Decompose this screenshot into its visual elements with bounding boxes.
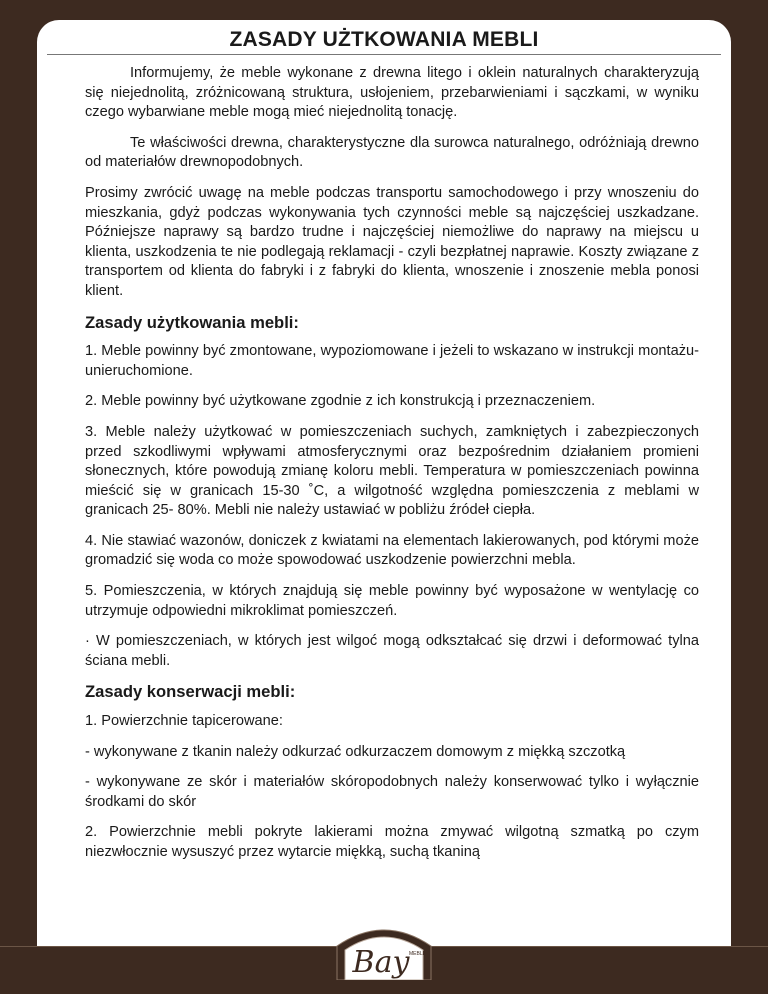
document-page	[37, 20, 731, 946]
usage-item-3: 3. Meble należy użytkować w pomieszczeniach suchych, zamkniętych i zabezpieczonych przed szkodliwymi wpływami atmosferycznymi oraz bezpośrednim działaniem promieni słonecznych, które powodują zmianę koloru mebli. Temperatura w pomieszczeniach powinna mieścić się w granicach 15-30 ˚C, a wilgotność względna pomieszczenia z meblami w granicach 25- 80%. Mebli nie należy ustawiać w pobliżu źródeł ciepła.	[85, 423, 699, 519]
usage-item-1: 1. Meble powinny być zmontowane, wypoziomowane i jeżeli to wskazano w instrukcji montażu- unieruchomione.	[85, 343, 699, 379]
usage-item-2: 2. Meble powinny być użytkowane zgodnie z ich konstrukcją i przeznaczeniem.	[85, 393, 596, 410]
usage-item-5: 5. Pomieszczenia, w których znajdują się meble powinny być wyposażone w wentylację co utrzymuje odpowiedni mikroklimat pomieszczeń.	[85, 583, 699, 619]
usage-item-note: · W pomieszczeniach, w których jest wilgoć mogą odkształcać się drzwi i deformować tylna ściana mebli.	[85, 633, 699, 669]
brand-logo-icon	[329, 920, 439, 980]
document-body	[85, 64, 699, 874]
section-heading-maintenance: Zasady konserwacji mebli:	[85, 682, 296, 702]
intro-paragraph-3: Prosimy zwrócić uwagę na meble podczas transportu samochodowego i przy wnoszeniu do mieszkania, gdyż podczas wykonywania tych czynności meble są najczęściej uszkadzane. Późniejsze naprawy są bardzo trudne i najczęściej niemożliwe do naprawy na miejscu u klienta, uszkodzenia te nie podlegają reklamacji - czyli bezpłatnej naprawie. Koszty związane z transportem od klienta do fabryki i z fabryki do klienta, wnoszenie i znoszenie mebla ponosi klient.	[85, 184, 699, 299]
title-divider	[47, 54, 721, 55]
maintenance-item-3: - wykonywane ze skór i materiałów skóropodobnych należy konserwować tylko i wyłącznie środkami do skór	[85, 774, 699, 810]
usage-item-4: 4. Nie stawiać wazonów, doniczek z kwiatami na elementach lakierowanych, pod którymi może gromadzić się woda co może spowodować uszkodzenie powierzchni mebla.	[85, 532, 699, 569]
intro-paragraph-1: Informujemy, że meble wykonane z drewna litego i oklein naturalnych charakteryzują się niejednolitą, zróżnicowaną struktura, usłojeniem, przebarwieniami i sączkami, w wyniku czego wybarwiane meble mogą mieć niejednolitą tonację.	[85, 65, 699, 121]
logo-wordmark: Bay	[352, 945, 410, 980]
maintenance-item-2: - wykonywane z tkanin należy odkurzać odkurzaczem domowym z miękką szczotką	[85, 743, 626, 760]
logo-subtext: MEBLE	[409, 951, 426, 957]
maintenance-item-4: 2. Powierzchnie mebli pokryte lakierami można zmywać wilgotną szmatką po czym niezwłocznie wysuszyć przez wytarcie miękką, suchą tkaniną	[85, 824, 699, 860]
intro-paragraph-2: Te właściwości drewna, charakterystyczne dla surowca naturalnego, odróżniają drewno od materiałów drewnopodobnych.	[85, 134, 699, 171]
maintenance-item-1: 1. Powierzchnie tapicerowane:	[85, 713, 283, 730]
section-heading-usage: Zasady użytkowania mebli:	[85, 312, 299, 332]
document-title: ZASADY UŻTKOWANIA MEBLI	[229, 28, 539, 51]
